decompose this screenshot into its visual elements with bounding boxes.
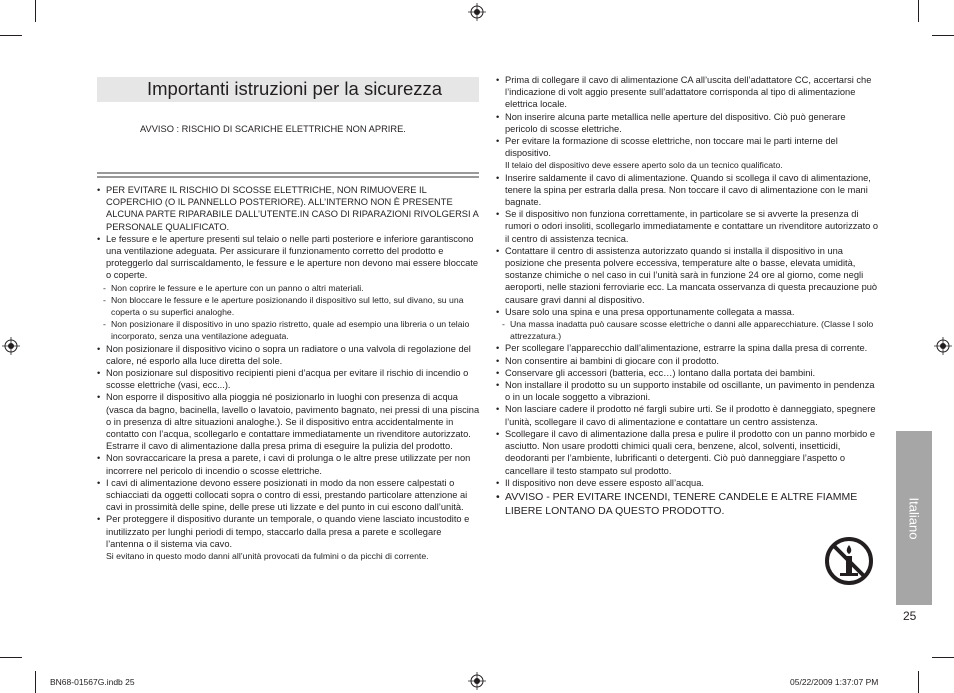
list-item: • Non inserire alcuna parte metallica nelle aperture del dispositivo. Ciò può generare pericolo di scosse elettriche. (496, 111, 846, 134)
list-item: • Non lasciare cadere il prodotto né fargli subire urti. Se il prodotto è danneggiato, spegnere l’unità, scollegare il cavo di alimentazione e contattare un centro assistenza. (496, 404, 876, 427)
list-item: • Conservare gli accessori (batteria, ecc…) lontano dalla portata dei bambini. (496, 367, 816, 378)
divider (97, 176, 479, 178)
registration-mark-icon (468, 672, 486, 690)
sub-list-item: - Non posizionare il dispositivo in uno spazio ristretto, quale ad esempio una libreria o un telaio incorporato, senza una ventilazione adeguata. (103, 319, 470, 342)
registration-mark-icon (2, 337, 20, 355)
language-tab-label: Italiano (906, 497, 922, 539)
list-item-continuation: Si evitano in questo modo danni all’unità provocati da fulmini o da picchi di corrente. (106, 551, 429, 562)
list-item: • Il dispositivo non deve essere esposto all’acqua. (496, 477, 704, 488)
list-item: • Per evitare la formazione di scosse elettriche, non toccare mai le parti interne del dispositivo. (496, 136, 838, 159)
footer-filename: BN68-01567G.indb 25 (50, 677, 135, 687)
list-item: • Non esporre il dispositivo alla pioggia né posizionarlo in luoghi con presenza di acqua (vasca da bagno, bacinella, lavello o lavatoio, pavimento bagnato, nei pressi di una piscina o in presenza di altre situazioni analoghe.). Se il dispositivo entra accidentalmente in contatto con l’acqua, scollegarlo e contattare immediatamente un rivenditore autorizzato. Estrarre il cavo di alimentazione dalla presa prima di eseguire la pulizia del prodotto. (97, 392, 480, 452)
sub-list-item: - Non coprire le fessure e le aperture con un panno o altri materiali. (103, 282, 364, 293)
list-item: • Se il dispositivo non funziona correttamente, in particolare se si avverte la presenza di rumori o odori insoliti, scollegarlo immediatamente e contattare un rivenditore autorizzato o il centro di assistenza tecnica. (496, 209, 879, 244)
crop-mark (918, 0, 919, 22)
list-item: • Prima di collegare il cavo di alimentazione CA all’uscita dell’adattatore CC, accertarsi che l’indicazione di volt aggio presente sull’adattatore corrisponda al tipo di alimentazione elettrica locale. (496, 75, 872, 110)
list-item: • Non posizionare sul dispositivo recipienti pieni d’acqua per evitare il rischio di incendio o scosse elettriche (vasi, ecc...). (97, 368, 469, 391)
list-item-continuation: Il telaio del dispositivo deve essere aperto solo da un tecnico qualificato. (505, 160, 783, 171)
crop-mark (932, 657, 954, 658)
no-open-flame-icon (824, 536, 874, 586)
list-item: • I cavi di alimentazione devono essere posizionati in modo da non essere calpestati o schiacciati da oggetti collocati sopra o contro di essi, prestando particolare attenzione ai cavi in prossimità delle spine, delle prese uti lizzate e del punto in cui escono dall’unità. (97, 477, 468, 513)
crop-mark (35, 671, 36, 693)
list-item: • Non installare il prodotto su un supporto instabile od oscillante, un pavimento in pendenza o in un locale soggetto a vibrazioni. (496, 380, 875, 403)
fire-warning: • AVVISO - PER EVITARE INCENDI, TENERE CANDELE E ALTRE FIAMME LIBERE LONTANO DA QUESTO PRODOTTO. (496, 490, 858, 517)
list-item: • PER EVITARE IL RISCHIO DI SCOSSE ELETTRICHE, NON RIMUOVERE IL COPERCHIO (O IL PANNELLO POSTERIORE). ALL’INTERNO NON È PRESENTE ALCUNA PARTE RIPARABILE DALL’UTENTE.IN CASO DI RIPARAZIONI RIVOLGERSI A PERSONALE QUALIFICATO. (97, 185, 479, 232)
warning-line: AVVISO : RISCHIO DI SCARICHE ELETTRICHE NON APRIRE. (140, 124, 406, 134)
divider (97, 172, 479, 174)
list-item: • Per scollegare l’apparecchio dall’alimentazione, estrarre la spina dalla presa di corrente. (496, 343, 868, 354)
sub-list-item: - Una massa inadatta può causare scosse elettriche o danni alle apparecchiature. (Classe l solo attrezzatura.) (502, 319, 874, 342)
registration-mark-icon (934, 337, 952, 355)
crop-mark (0, 657, 22, 658)
crop-mark (35, 0, 36, 22)
page-title: Importanti istruzioni per la sicurezza (147, 78, 443, 99)
list-item: • Non consentire ai bambini di giocare con il prodotto. (496, 355, 719, 366)
footer-timestamp: 05/22/2009 1:37:07 PM (790, 677, 879, 687)
crop-mark (0, 35, 22, 36)
list-item: • Le fessure e le aperture presenti sul telaio o nelle parti posteriore e inferiore garantiscono una ventilazione adeguata. Per assicurare il funzionamento corretto del prodotto e proteggerlo dal surriscaldamento, le fessure e le aperture non devono mai essere bloccate o coperte. (97, 233, 479, 281)
left-column (97, 184, 480, 562)
crop-mark (918, 671, 919, 693)
crop-mark (932, 35, 954, 36)
page-number: 25 (903, 609, 917, 623)
list-item: • Usare solo una spina e una presa opportunamente collegata a massa. (496, 306, 795, 317)
list-item: • Non sovraccaricare la presa a parete, i cavi di prolunga o le altre prese utilizzate per non incorrere nel pericolo di incendio o scosse elettriche. (97, 453, 471, 476)
right-column (496, 74, 880, 519)
sub-list-item: - Non bloccare le fessure e le aperture posizionando il dispositivo sul letto, sul divano, su una coperta o su superfici analoghe. (103, 294, 464, 318)
list-item: • Scollegare il cavo di alimentazione dalla presa e pulire il prodotto con un panno morbido e asciutto. Non usare prodotti chimici quali cera, benzene, alcol, solventi, insetticidi, deodoranti per l’ambiente, lubrificanti o detergenti. Ciò può danneggiare l’aspetto o cancellare il testo stampato sul prodotto. (496, 428, 876, 476)
list-item: • Per proteggere il dispositivo durante un temporale, o quando viene lasciato incustodito e inutilizzato per lunghi periodi di tempo, staccarlo dalla presa a parete e scollegare l’antenna o il sistema via cavo. (97, 514, 470, 549)
registration-mark-icon (468, 3, 486, 21)
list-item: • Contattare il centro di assistenza autorizzato quando si installa il dispositivo in una posizione che presenta polvere eccessiva, temperature alte o basse, elevata umidità, sostanze chimiche o nel caso in cui l’unità sarà in funzione 24 ore al giorno, come negli aeroporti, nelle stazioni ferroviarie ecc. La mancata osservanza di questa precauzione può causare gravi danni al dispositivo. (496, 245, 878, 305)
list-item: • Inserire saldamente il cavo di alimentazione. Quando si scollega il cavo di alimentazione, tenere la spina per estrarla dalla presa. Non toccare il cavo di alimentazione con le mani bagnate. (496, 172, 871, 208)
list-item: • Non posizionare il dispositivo vicino o sopra un radiatore o una valvola di regolazione del calore, né esporlo alla luce diretta del sole. (97, 343, 471, 366)
